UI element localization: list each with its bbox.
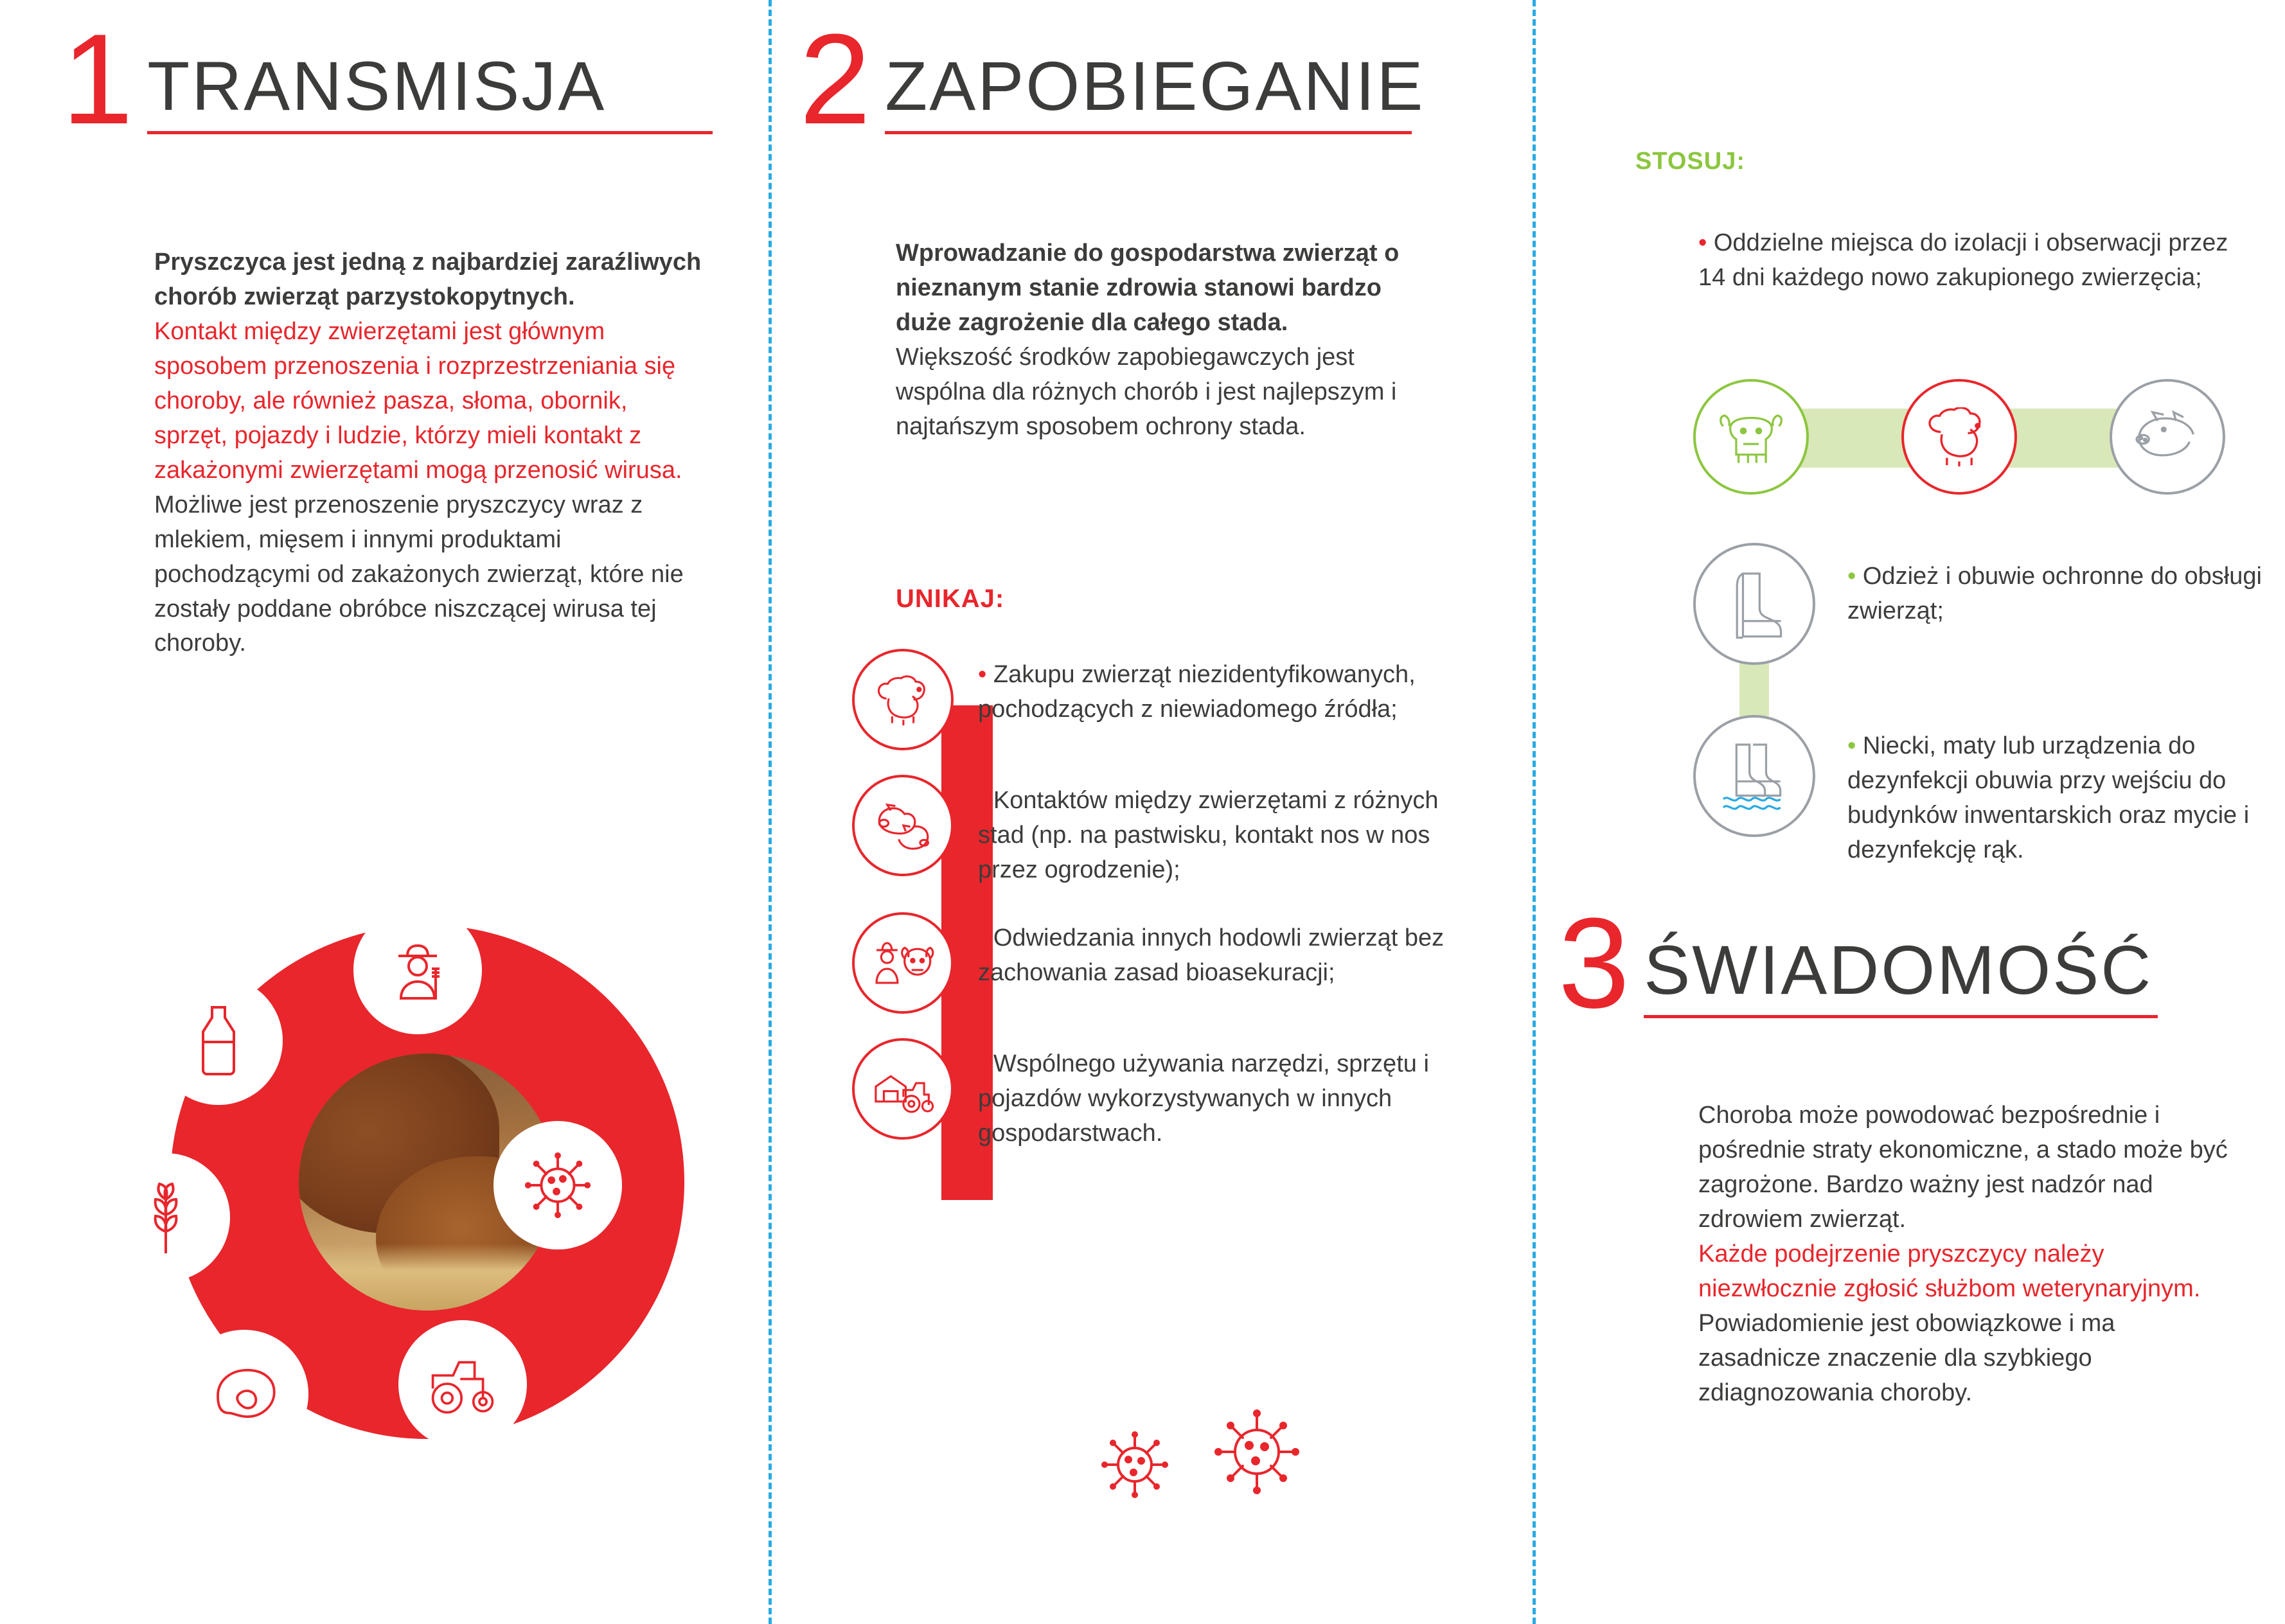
transmission-body	[154, 245, 707, 661]
two-pigs-icon	[852, 775, 954, 876]
avoid-list	[852, 649, 1495, 1176]
section-title-awareness: ŚWIADOMOŚĆ	[1644, 931, 2153, 1009]
transmission-dark-text: Możliwe jest przenoszenie pryszczycy wraz z mlekiem, mięsem i innymi produktami pochodzącymi od zakażonych zwierząt, które nie zostały poddane obróbce niszczącej wirusa tej choroby.	[154, 491, 684, 657]
ppe-item-text-2: • Niecki, maty lub urządzenia do dezynfekcji obuwia przy wejściu do budynków inwentarskich oraz mycie i dezynfekcję rąk.	[1847, 732, 2250, 863]
avoid-item-text: • Odwiedzania innych hodowli zwierząt bez zachowania zasad bioasekuracji;	[978, 924, 1445, 986]
list-item	[852, 1038, 1495, 1151]
ppe-item-text-1: • Odzież i obuwie ochronne do obsługi zwierząt;	[1847, 563, 2262, 624]
section-number-3: 3	[1558, 892, 1628, 1035]
section-transmission	[0, 0, 769, 1624]
list-item	[852, 775, 1495, 888]
section-number-2: 2	[799, 8, 869, 151]
section-prevention	[769, 0, 1533, 1624]
title-underline	[1644, 1015, 2158, 1018]
boot-icon	[1693, 543, 1815, 665]
sheep-icon	[852, 649, 954, 750]
avoid-item-text: • Zakupu zwierząt niezidentyfikowanych, pochodzących z niewiadomego źródła;	[978, 661, 1416, 723]
farmer-with-cow-icon	[852, 912, 954, 1014]
transmission-graphic	[77, 870, 675, 1513]
avoid-item-text: • Kontaktów między zwierzętami z różnych stad (np. na pastwisku, kontakt nos w nos przez ogrodzenie);	[978, 787, 1439, 883]
awareness-body	[1698, 1099, 2238, 1411]
section-apply-and-awareness	[1533, 0, 2285, 1624]
wheat-icon	[102, 1153, 230, 1282]
transmission-header	[62, 8, 713, 151]
virus-pair-icon	[1090, 1400, 1334, 1526]
awareness-header	[1558, 892, 2158, 1035]
list-item	[852, 912, 1495, 1014]
section-title-prevention: ZAPOBIEGANIE	[885, 47, 1425, 125]
cow-icon	[1693, 379, 1809, 495]
tractor-icon	[398, 1320, 527, 1449]
title-underline	[147, 131, 713, 134]
section-number-1: 1	[62, 8, 131, 151]
prevention-header	[799, 8, 1425, 151]
title-underline	[885, 131, 1412, 134]
pig-icon	[2110, 379, 2225, 495]
virus-icon	[493, 1121, 622, 1249]
awareness-red-text: Każde podejrzenie pryszczycy należy niezwłocznie zgłosić służbom weterynaryjnym.	[1698, 1240, 2201, 1302]
barn-tractor-icon	[852, 1038, 954, 1140]
animal-icon-row	[1693, 379, 2227, 495]
farmer-icon	[353, 906, 482, 1034]
prevention-lead: Wprowadzanie do gospodarstwa zwierząt o nieznanym stanie zdrowia stanowi bardzo duże zagrożenie dla całego stada.	[896, 240, 1400, 336]
section-title-transmission: TRANSMISJA	[147, 47, 607, 125]
milk-bottle-icon	[154, 976, 283, 1105]
awareness-text-1: Choroba może powodować bezpośrednie i pośrednie straty ekonomiczne, a stado może być zagrożone. Bardzo ważny jest nadzór nad zdrowiem zwierząt.	[1698, 1102, 2228, 1233]
boots-in-disinfection-bath-icon	[1693, 715, 1815, 837]
prevention-body	[896, 236, 1410, 445]
avoid-item-text: • Wspólnego używania narzędzi, sprzętu i pojazdów wykorzystywanych w innych gospodarstwach.	[978, 1050, 1429, 1147]
transmission-red-text: Kontakt między zwierzętami jest głównym sposobem przenoszenia i rozprzestrzeniania się choroby, ale również pasza, słoma, obornik, sprzęt, pojazdy i ludzie, którzy mieli kontakt z zakażonymi zwierzętami mogą przenosić wirusa.	[154, 317, 682, 484]
list-item	[852, 649, 1495, 750]
isolation-text: • Oddzielne miejsca do izolacji i obserwacji przez 14 dni każdego nowo zakupionego zwierzęcia;	[1698, 229, 2228, 291]
meat-icon	[180, 1330, 308, 1458]
avoid-label: UNIKAJ:	[896, 585, 1005, 613]
awareness-text-2: Powiadomienie jest obowiązkowe i ma zasadnicze znaczenie dla szybkiego zdiagnozowania choroby.	[1698, 1309, 2115, 1406]
prevention-rest: Większość środków zapobiegawczych jest wspólna dla różnych chorób i jest najlepszym i najtańszym sposobem ochrony stada.	[896, 343, 1397, 440]
apply-label: STOSUJ:	[1635, 148, 1746, 175]
transmission-lead: Pryszczyca jest jedną z najbardziej zaraźliwych chorób zwierząt parzystokopytnych.	[154, 249, 702, 310]
sheep-icon	[1901, 379, 2017, 495]
